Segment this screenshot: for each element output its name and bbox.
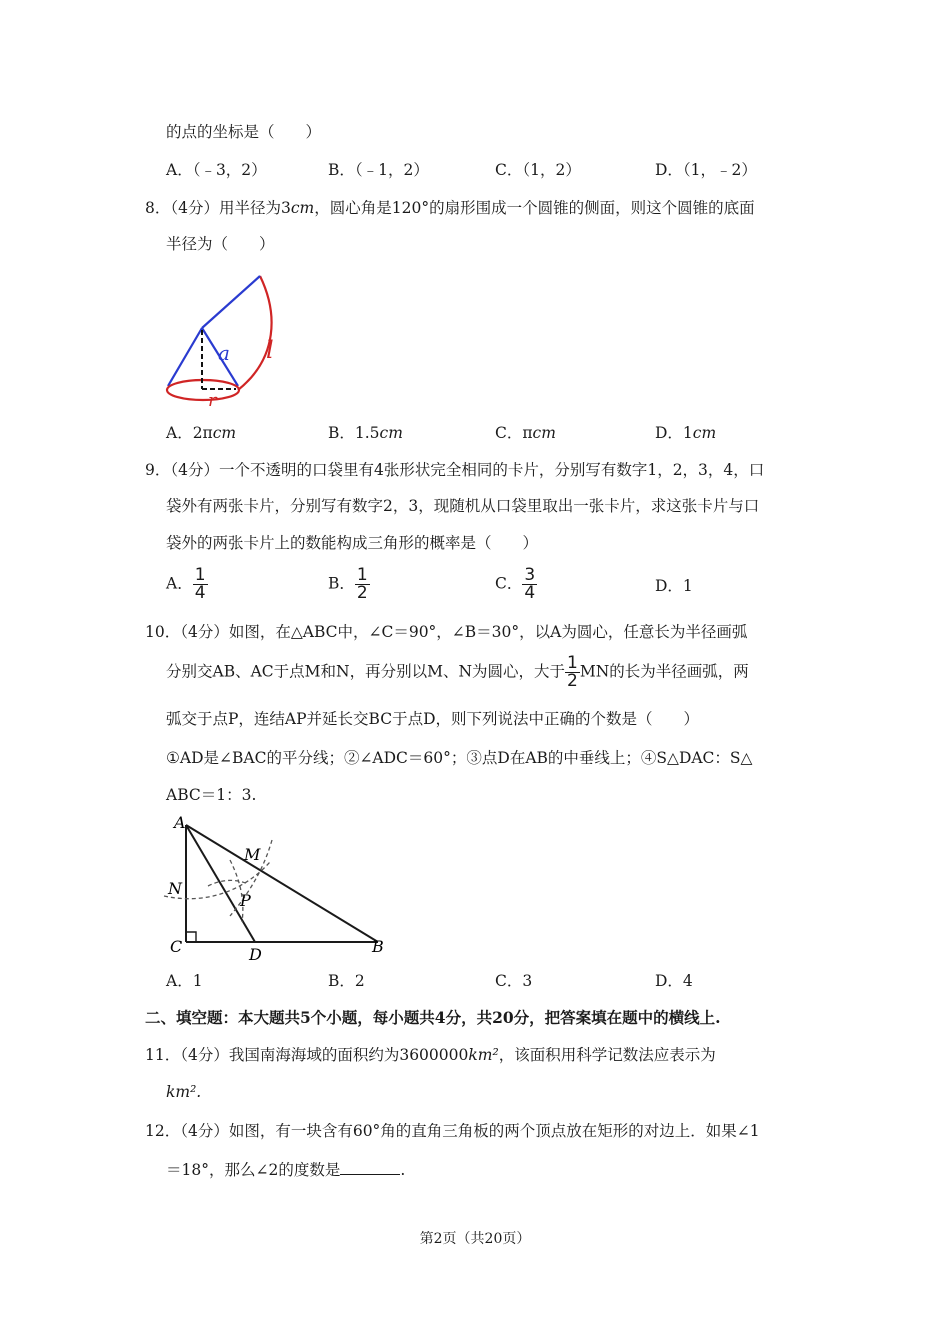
q8-option-d: D．1cm [655,424,717,442]
page-footer: 第2页（共20页） [419,1231,531,1247]
fig-label-m: M [244,845,261,864]
cone-label-r: r [208,390,217,411]
q9-fraction-b: $\frac{1}{2}$ [356,565,368,603]
q9-fraction-c: $\frac{3}{4}$ [524,565,536,603]
q8-option-a: A．2πcm [166,424,237,442]
answer-blank [340,1158,400,1175]
q9-line3: 袋外的两张卡片上的数能构成三角形的概率是（ ） [166,534,539,552]
q10-line5: ABC＝1：3. [166,786,257,804]
q9-line1: 9．（4分）一个不透明的口袋里有4张形状完全相同的卡片，分别写有数字1，2，3，4，口 [145,461,765,479]
q8-line2: 半径为（ ） [166,235,275,253]
q9-option-d: D．1 [655,577,693,595]
cone-label-l: l [266,336,274,364]
q10-option-d: D．4 [655,972,693,990]
q10-option-c: C．3 [495,972,533,990]
section-heading: 二、填空题：本大题共5个小题，每小题共4分，共20分，把答案填在题中的横线上. [145,1008,721,1027]
fig-label-d: D [249,945,262,964]
fig-label-c: C [170,937,183,956]
cone-figure [160,268,290,414]
q7-option-a: A．（﹣3，2） [166,161,267,179]
q9-option-b: B． $\frac{1}{2}$ [328,565,368,603]
q10-fraction: $\frac{1}{2}$ [567,653,578,691]
q9-line2: 袋外有两张卡片，分别写有数字2，3，现随机从口袋里取出一张卡片，求这张卡片与口 [166,497,760,515]
q10-line1: 10．（4分）如图，在△ABC中，∠C＝90°，∠B＝30°，以A为圆心，任意长为半径画弧 [145,623,748,641]
q10-line4: ①AD是∠BAC的平分线；②∠ADC＝60°；③点D在AB的中垂线上；④S△DAC：S△ [166,749,753,767]
fig-label-a: A [174,813,186,832]
q7-option-d: D．（1，﹣2） [655,161,757,179]
cone-label-a: a [218,341,230,365]
q9-option-c: C． $\frac{3}{4}$ [495,565,536,603]
q8-line1: 8．（4分）用半径为3cm，圆心角是120°的扇形围成一个圆锥的侧面，则这个圆锥的底面 [145,199,755,217]
q8-option-b: B．1.5cm [328,424,403,442]
q12-line1: 12．（4分）如图，有一块含有60°角的直角三角板的两个顶点放在矩形的对边上．如果∠1 [145,1122,760,1140]
fig-label-b: B [372,937,384,956]
fig-label-p: P [240,891,251,910]
q7-option-c: C．（1，2） [495,161,581,179]
q11-line1: 11．（4分）我国南海海域的面积约为3600000km²，该面积用科学记数法应表示为 [145,1046,716,1064]
q10-line2: 分别交AB、AC于点M和N，再分别以M、N为圆心，大于 $\frac{1}{2}$ MN的长为半径画弧，两 [166,653,749,691]
q12-line2: ＝18°，那么∠2的度数是 . [166,1158,405,1180]
q9-option-a: A． $\frac{1}{4}$ [166,565,206,603]
q10-line3: 弧交于点P，连结AP并延长交BC于点D，则下列说法中正确的个数是（ ） [166,710,700,728]
q8-option-c: C．πcm [495,424,556,442]
q7-option-b: B．（﹣1，2） [328,161,429,179]
q10-option-a: A．1 [166,972,203,990]
q7-continuation: 的点的坐标是（ ） [166,123,322,141]
fig-label-n: N [168,879,182,898]
triangle-figure [160,810,400,966]
q9-fraction-a: $\frac{1}{4}$ [194,565,206,603]
q11-line2: km². [166,1083,202,1101]
q10-option-b: B．2 [328,972,365,990]
